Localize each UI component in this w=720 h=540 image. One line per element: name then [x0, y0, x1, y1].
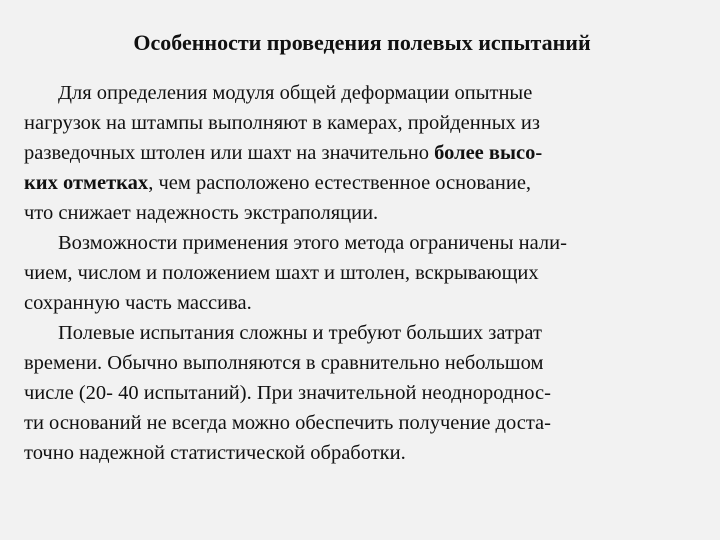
text-line	[24, 168, 680, 198]
text-span: разведочных штолен или шахт на значительно	[24, 142, 435, 164]
text-span: , чем расположено естественное основание,	[148, 172, 532, 194]
text-line	[24, 288, 680, 318]
text-line	[24, 438, 680, 468]
text-span: сохранную часть массива.	[24, 292, 252, 314]
text-line	[24, 198, 680, 228]
text-line	[24, 138, 680, 168]
text-span: ти оснований не всегда можно обеспечить получение доста-	[24, 412, 551, 434]
text-line	[24, 228, 680, 258]
text-span: нагрузок на штампы выполняют в камерах, пройденных из	[24, 112, 540, 134]
text-span: Возможности применения этого метода ограничены нали-	[58, 232, 567, 254]
text-span: точно надежной статистической обработки.	[24, 442, 406, 464]
text-span: Полевые испытания сложны и требуют больших затрат	[58, 322, 542, 344]
text-span: что снижает надежность экстраполяции.	[24, 202, 379, 224]
text-line	[24, 378, 680, 408]
text-line	[24, 348, 680, 378]
text-line	[24, 318, 680, 348]
text-span: Для определения модуля общей деформации опытные	[58, 82, 533, 104]
text-span: чием, числом и положением шахт и штолен, вскрывающих	[24, 262, 539, 284]
text-span: времени. Обычно выполняются в сравнительно небольшом	[24, 352, 544, 374]
bold-text-span: более высо-	[434, 142, 543, 164]
text-line	[24, 78, 680, 108]
page-title: Особенности проведения полевых испытаний	[133, 30, 591, 55]
body-text	[24, 78, 680, 468]
text-line	[24, 108, 680, 138]
bold-text-span: ких отметках	[24, 172, 149, 194]
text-line	[24, 258, 680, 288]
text-span: числе (20- 40 испытаний). При значительной неоднороднос-	[24, 382, 551, 404]
text-line	[24, 408, 680, 438]
